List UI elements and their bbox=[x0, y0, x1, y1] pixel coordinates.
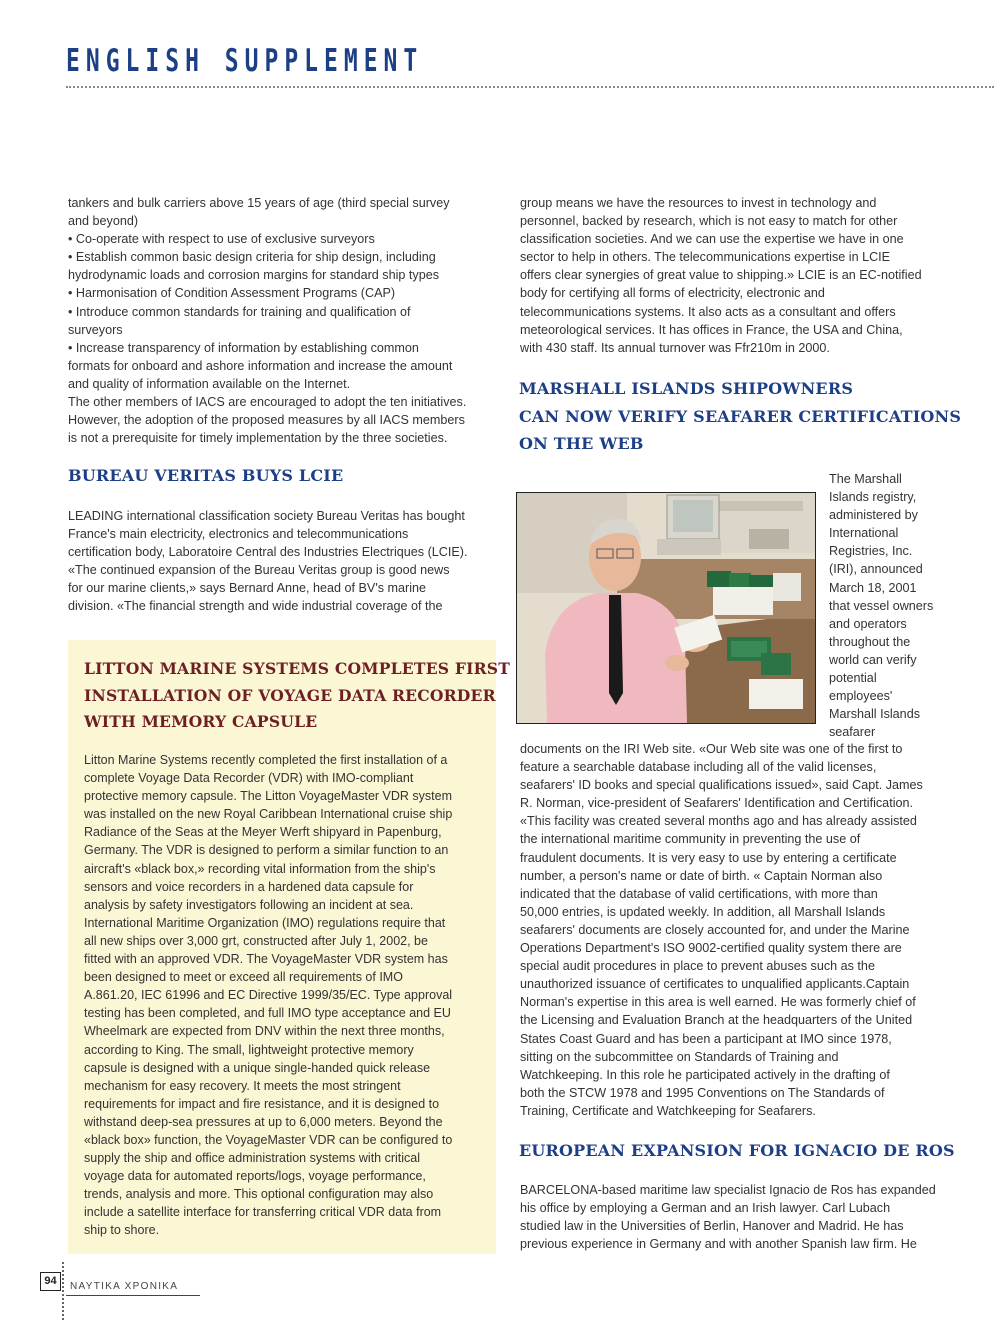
text-line: feature a searchable database including all of the valid licenses, bbox=[520, 760, 877, 775]
footer-dotted-rule bbox=[62, 1262, 64, 1320]
text-line: seafarer bbox=[829, 725, 876, 740]
text-line: aircraft's «black box,» recording vital information from the ship's bbox=[84, 861, 436, 876]
text-line: Watchkeeping. In this role he participated actively in the drafting of bbox=[520, 1067, 890, 1082]
text-line: body for certifying all forms of electricity, electronic and bbox=[520, 286, 825, 301]
text-line: International bbox=[829, 526, 899, 541]
text-line: hydrodynamic loads and corrosion margins for standard ship types bbox=[68, 268, 440, 283]
text-line: WITH MEMORY CAPSULE bbox=[84, 712, 318, 731]
text-line: Training, Certificate and Watchkeeping for Seafarers. bbox=[520, 1103, 816, 1118]
litton-body-text bbox=[84, 751, 484, 1240]
text-line: Islands registry, bbox=[829, 490, 917, 505]
text-line: and beyond) bbox=[68, 214, 139, 229]
text-line: • Harmonisation of Condition Assessment Programs (CAP) bbox=[68, 286, 396, 301]
text-line: and operators bbox=[829, 616, 907, 631]
text-line: Marshall Islands bbox=[829, 707, 920, 722]
text-line: telecommunications systems. It also acts as a consultant and offers bbox=[520, 304, 896, 319]
text-line: world can verify bbox=[829, 652, 917, 667]
text-line: International Maritime Organization (IMO) regulations require that bbox=[84, 915, 446, 930]
text-line: complete Voyage Data Recorder (VDR) with IMO-compliant bbox=[84, 771, 414, 786]
text-line: the international maritime community in preventing the use of bbox=[520, 832, 861, 847]
text-line: fraudulent documents. It is very easy to use by entering a certificate bbox=[520, 850, 897, 865]
footer-rule bbox=[66, 1295, 200, 1296]
text-line: all new ships over 3,000 grt, constructed after July 1, 2002, be bbox=[84, 933, 428, 948]
text-line: States Coast Guard and has been a participant at IMO since 1978, bbox=[520, 1031, 892, 1046]
text-line: ship to shore. bbox=[84, 1223, 160, 1238]
text-line: employees' bbox=[829, 689, 893, 704]
text-line: 50,000 entries, is updated weekly. In addition, all Marshall Islands bbox=[520, 904, 886, 919]
text-line: Operations Department's ISO 9002-certified quality system there are bbox=[520, 941, 902, 956]
text-line: certification body, Laboratoire Central des Industries Electriques (LCIE). bbox=[68, 545, 468, 560]
text-line: A.861.20, IEC 61996 and EC Directive 1999/35/EC. Type approval bbox=[84, 988, 453, 1003]
text-line: with 430 staff. Its annual turnover was Ffr210m in 2000. bbox=[520, 340, 830, 355]
text-line: The other members of IACS are encouraged to adopt the ten initiatives. bbox=[68, 395, 467, 410]
text-line: surveyors bbox=[68, 322, 123, 337]
header-dotted-rule bbox=[66, 86, 994, 88]
text-line: meteorological services. It has offices in France, the USA and China, bbox=[520, 322, 903, 337]
text-line: throughout the bbox=[829, 634, 911, 649]
text-line: been designed to meet or exceed all requirements of IMO bbox=[84, 970, 403, 985]
text-line: Wheelmark are expected from DNV within the next three months, bbox=[84, 1024, 445, 1039]
text-line: fitted with an approved VDR. The VoyageMaster VDR system has bbox=[84, 952, 448, 967]
text-line: Registries, Inc. bbox=[829, 544, 913, 559]
office-photo bbox=[516, 492, 816, 724]
text-line: BARCELONA-based maritime law specialist Ignacio de Ros has expanded bbox=[520, 1183, 936, 1197]
text-line: supply the ship and office administration systems with critical bbox=[84, 1151, 421, 1166]
marshall-islands-text bbox=[520, 740, 950, 1120]
text-line: (IRI), announced bbox=[829, 562, 923, 577]
bureau-veritas-heading: BUREAU VERITAS BUYS LCIE bbox=[68, 466, 344, 485]
text-line: • Establish common basic design criteria for ship design, including bbox=[68, 250, 436, 265]
text-line: • Increase transparency of information by establishing common bbox=[68, 340, 419, 355]
text-line: the Licensing and Evaluation Branch at the headquarters of the United bbox=[520, 1013, 913, 1028]
litton-sidebar-box bbox=[68, 640, 511, 1254]
page-number: 94 bbox=[40, 1272, 61, 1291]
text-line: personnel, backed by research, which is not easy to match for other bbox=[520, 214, 898, 229]
bureau-veritas-text bbox=[68, 507, 494, 616]
text-line: previous experience in Germany and with another Spanish law firm. He bbox=[520, 1237, 917, 1252]
text-line: Norman's expertise in this area is well earned. He was formerly chief of bbox=[520, 995, 916, 1010]
text-line: division. «The financial strength and wide industrial coverage of the bbox=[68, 599, 443, 614]
text-line: Radiance of the Seas at the Meyer Werft shipyard in Papenburg, bbox=[84, 825, 442, 840]
text-line: mechanism for easy recovery. It meets the most stringent bbox=[84, 1078, 401, 1093]
text-line: LEADING international classification society Bureau Veritas has bought bbox=[68, 509, 465, 523]
text-line: March 18, 2001 bbox=[829, 580, 917, 595]
text-line: include a satellite interface for transferring critical VDR data from bbox=[84, 1205, 442, 1220]
litton-heading bbox=[84, 656, 510, 736]
man-at-desk-image bbox=[517, 493, 815, 723]
text-line: However, the adoption of the proposed measures by all IACS members bbox=[68, 413, 465, 428]
text-line: for our marine clients,» says Bernard Anne, head of BV's marine bbox=[68, 581, 427, 596]
ignacio-de-ros-text bbox=[520, 1181, 950, 1253]
text-line: documents on the IRI Web site. «Our Web site was one of the first to bbox=[520, 742, 903, 756]
iacs-continued-text bbox=[68, 194, 494, 447]
text-line: unauthorized issuance of certificates to unqualified applicants.Captain bbox=[520, 977, 910, 992]
text-line: studied law in the Universities of Berlin, Hanover and Madrid. He has bbox=[520, 1219, 904, 1234]
text-line: sector to help in others. The telecommunications expertise in LCIE bbox=[520, 250, 891, 265]
text-line: is not a prerequisite for timely implementation by the three societies. bbox=[68, 431, 448, 446]
text-line: «This facility was created several months ago and has already assisted bbox=[520, 814, 917, 829]
text-line: Litton Marine Systems recently completed the first installation of a bbox=[84, 753, 448, 767]
text-line: The Marshall bbox=[829, 472, 902, 486]
marshall-islands-heading bbox=[519, 375, 961, 458]
text-line: LITTON MARINE SYSTEMS COMPLETES FIRST bbox=[84, 659, 511, 678]
text-line: CAN NOW VERIFY SEAFARER CERTIFICATIONS bbox=[519, 406, 962, 426]
publication-name: ΝΑΥΤΙΚΑ ΧΡΟΝΙΚΑ bbox=[70, 1281, 179, 1292]
text-line: classification societies. And we can use the expertise we have in one bbox=[520, 232, 904, 247]
text-line: indicated that the database of valid certifications, with more than bbox=[520, 886, 878, 901]
marshall-islands-intro-text bbox=[829, 470, 969, 741]
text-line: requirements for impact and fire resistance, and it is designed to bbox=[84, 1096, 440, 1111]
supplement-title: ENGLISH SUPPLEMENT bbox=[66, 44, 424, 80]
text-line: sitting on the subcommittee on Standards of Training and bbox=[520, 1049, 839, 1064]
text-line: INSTALLATION OF VOYAGE DATA RECORDER bbox=[84, 685, 496, 705]
text-line: offers clear synergies of great value to shipping.» LCIE is an EC-notified bbox=[520, 268, 922, 283]
text-line: testing has been completed, and full IMO type acceptance and EU bbox=[84, 1006, 451, 1021]
text-line: was installed on the new Royal Caribbean International cruise ship bbox=[84, 807, 453, 822]
text-line: • Introduce common standards for training and qualification of bbox=[68, 304, 411, 319]
text-line: capsule is designed with a unique single-handed quick release bbox=[84, 1060, 431, 1075]
text-line: and quality of information available on the Internet. bbox=[68, 376, 351, 391]
text-line: Germany. The VDR is designed to perform a similar function to an bbox=[84, 843, 449, 858]
text-line: «black box» function, the VoyageMaster VDR can be configured to bbox=[84, 1132, 453, 1147]
text-line: R. Norman, vice-president of Seafarers' Identification and Certification. bbox=[520, 796, 913, 811]
text-line: according to King. The small, lightweight protective memory bbox=[84, 1042, 414, 1057]
text-line: • Co-operate with respect to use of exclusive surveyors bbox=[68, 232, 375, 247]
text-line: both the STCW 1978 and 1995 Conventions on The Standards of bbox=[520, 1085, 885, 1100]
bureau-veritas-continued-text bbox=[520, 194, 950, 357]
text-line: MARSHALL ISLANDS SHIPOWNERS bbox=[519, 379, 854, 398]
text-line: trends, analysis and more. This optional configuration may also bbox=[84, 1187, 434, 1202]
text-line: formats for onboard and ashore information and increase the amount bbox=[68, 358, 453, 373]
text-line: tankers and bulk carriers above 15 years of age (third special survey bbox=[68, 196, 450, 210]
text-line: ON THE WEB bbox=[519, 434, 644, 453]
text-line: analysis by safety investigators following an incident at sea. bbox=[84, 897, 414, 912]
text-line: seafarers' documents are closely accounted for, and under the Marine bbox=[520, 922, 910, 937]
text-line: special audit procedures in place to prevent abuses such as the bbox=[520, 959, 875, 974]
text-line: voyage data for automated reports/logs, voyage performance, bbox=[84, 1169, 426, 1184]
text-line: potential bbox=[829, 671, 877, 686]
text-line: that vessel owners bbox=[829, 598, 934, 613]
text-line: protective memory capsule. The Litton VoyageMaster VDR system bbox=[84, 789, 452, 804]
text-line: «The continued expansion of the Bureau Veritas group is good news bbox=[68, 563, 450, 578]
text-line: France's main electricity, electronics and telecommunications bbox=[68, 527, 409, 542]
text-line: sensors and voice recorders in a hardened data capsule for bbox=[84, 879, 414, 894]
text-line: number, a person's name or date of birth. « Captain Norman also bbox=[520, 868, 883, 883]
ignacio-de-ros-heading: EUROPEAN EXPANSION FOR IGNACIO DE ROS bbox=[519, 1141, 955, 1160]
text-line: his office by employing a German and an Irish lawyer. Carl Lubach bbox=[520, 1201, 891, 1216]
text-line: administered by bbox=[829, 508, 918, 523]
text-line: withstand deep-sea pressures at up to 6,000 meters. Beyond the bbox=[84, 1114, 443, 1129]
text-line: seafarers' ID books and special qualifications issued», said Capt. James bbox=[520, 778, 923, 793]
text-line: group means we have the resources to invest in technology and bbox=[520, 196, 877, 210]
